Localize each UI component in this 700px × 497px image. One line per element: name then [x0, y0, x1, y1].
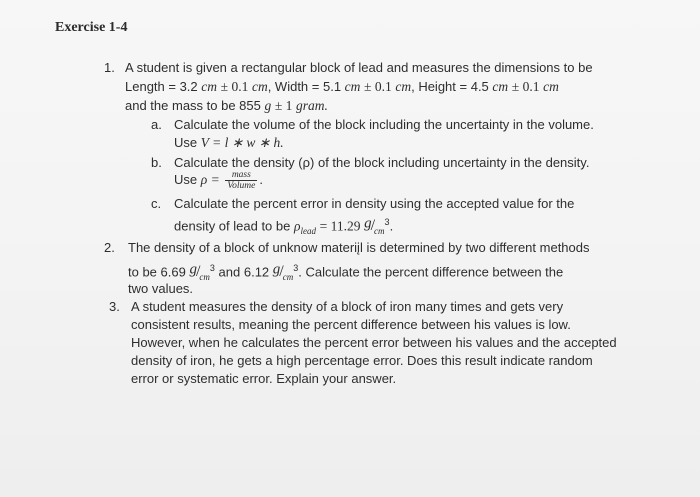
q1c-line2: [174, 214, 393, 240]
q3-number: 3.: [109, 299, 120, 314]
q3-line2: consistent results, meaning the percent difference between his values is low.: [131, 317, 571, 332]
q3-line5: error or systematic error. Explain your answer.: [131, 371, 397, 386]
density-fraction: [225, 170, 257, 191]
rho-symbol: ρ: [293, 218, 301, 234]
cubed-superscript: 3: [384, 217, 390, 227]
density-value-2: and 6.12: [218, 264, 270, 280]
lead-subscript: lead: [300, 225, 316, 236]
unit-cm: cm: [251, 79, 268, 94]
q3-line1: A student measures the density of a block of iron many times and gets very: [131, 299, 564, 314]
unit-cm: cm: [374, 225, 385, 236]
q1-line3: [125, 97, 328, 114]
uncertainty: ± 0.1: [511, 79, 540, 94]
q3-line4: density of iron, he gets a high percentage error. Does this result indicate random: [131, 353, 593, 368]
q2-line1: The density of a block of unknow materiįl is determined by two different methods: [128, 240, 590, 255]
q2-line2: [128, 260, 563, 286]
q1c-label: c.: [151, 196, 162, 211]
fraction-slash: /: [279, 263, 284, 281]
q1c-text: Calculate the percent error in density using the accepted value for the: [174, 196, 575, 211]
mass-label: and the mass to be 855: [125, 98, 261, 113]
q1b-formula-line: [174, 170, 263, 191]
unit-cm: cm: [344, 79, 361, 94]
fraction-slash: /: [195, 263, 201, 281]
uncertainty: ± 0.1: [364, 79, 392, 94]
period: .: [389, 218, 394, 234]
q2-number: 2.: [104, 240, 115, 255]
q3-line3: However, when he calculates the percent error between his values and the accepted: [131, 335, 617, 350]
unit-g: g: [264, 98, 272, 113]
density-value-1: to be 6.69: [128, 264, 186, 280]
unit-gram: gram.: [296, 98, 328, 113]
q1b-label: b.: [151, 155, 162, 170]
unit-g: g: [364, 215, 372, 232]
period: .: [259, 171, 263, 187]
use-label: Use: [174, 171, 198, 187]
lead-density-value: = 11.29: [319, 218, 361, 234]
unit-cm: cm: [282, 271, 294, 282]
fraction-numerator: mass: [225, 170, 257, 181]
exercise-title: Exercise 1-4: [55, 20, 128, 35]
q1b-text: Calculate the density (ρ) of the block including uncertainty in the density.: [174, 155, 590, 170]
uncertainty: ± 0.1: [220, 79, 249, 94]
unit-cm: cm: [492, 79, 509, 94]
use-label: Use: [174, 135, 198, 150]
height-label: , Height = 4.5: [411, 79, 489, 94]
unit-cm: cm: [201, 79, 218, 94]
density-of-lead-label: density of lead to be: [174, 218, 291, 234]
length-label: Length = 3.2: [125, 79, 198, 94]
volume-formula: V = l ∗ w ∗ h.: [200, 135, 284, 150]
unit-g: g: [189, 261, 197, 278]
unit-cm: cm: [543, 79, 559, 94]
fraction-slash: /: [370, 217, 376, 235]
q1a-label: a.: [151, 117, 162, 132]
q2-line2-rest: . Calculate the percent difference between the: [298, 264, 564, 280]
unit-cm: cm: [395, 79, 412, 94]
uncertainty: ± 1: [274, 98, 293, 113]
q2-line3: two values.: [128, 281, 194, 296]
cubed-superscript: 3: [209, 263, 215, 273]
q1a-formula-line: [174, 134, 284, 151]
unit-cm: cm: [199, 271, 210, 282]
unit-g: g: [272, 261, 281, 278]
width-label: , Width = 5.1: [267, 79, 342, 94]
fraction-denominator: Volume: [227, 181, 256, 191]
q1a-text: Calculate the volume of the block including the uncertainty in the volume.: [174, 117, 594, 132]
cubed-superscript: 3: [293, 263, 299, 273]
rho-equals: ρ =: [200, 171, 220, 187]
q1-line2: [125, 78, 559, 95]
q1-number: 1.: [104, 60, 115, 75]
q1-line1: A student is given a rectangular block of lead and measures the dimensions to be: [125, 60, 593, 75]
